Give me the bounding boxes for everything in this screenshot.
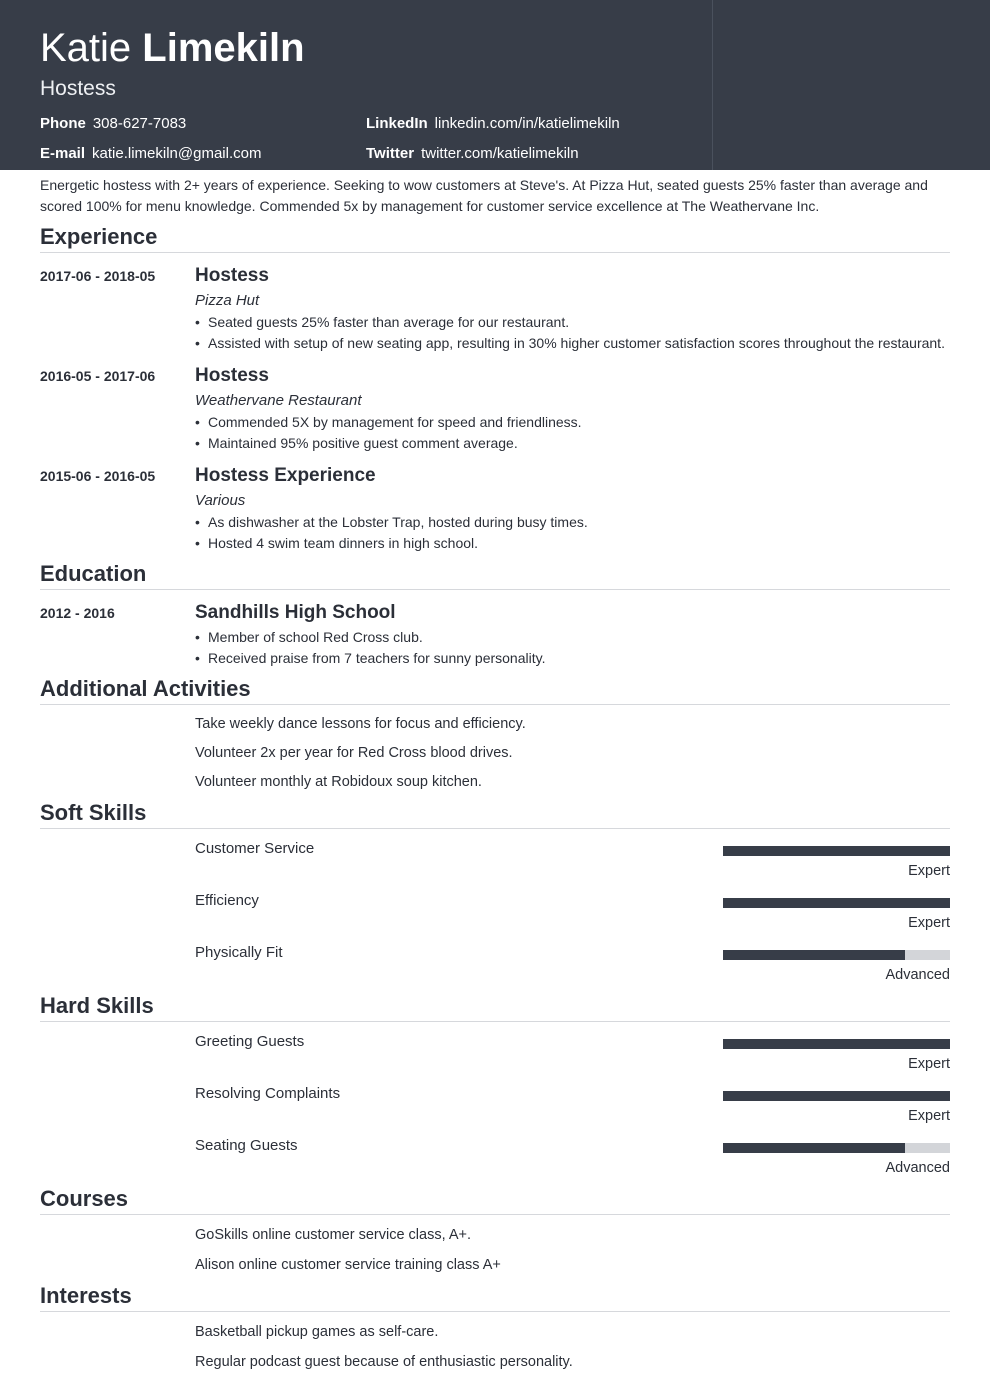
skill-level-fill <box>723 950 905 960</box>
interest-item: Regular podcast guest because of enthusiastic personality. <box>195 1354 573 1370</box>
bullet-text: Seated guests 25% faster than average for our restaurant. <box>208 314 570 330</box>
experience-bullet: • Hosted 4 swim team dinners in high school. <box>195 535 479 551</box>
interest-item: Basketball pickup games as self-care. <box>195 1324 439 1340</box>
experience-bullet: • Commended 5X by management for speed and friendliness. <box>195 414 582 430</box>
skill-level-label: Expert <box>908 1108 950 1124</box>
experience-bullet: • As dishwasher at the Lobster Trap, hosted during busy times. <box>195 514 588 530</box>
phone-label: Phone <box>40 115 86 132</box>
skill-level-bar <box>723 1039 950 1049</box>
twitter-value[interactable]: twitter.com/katielimekiln <box>421 145 579 162</box>
experience-bullet: • Assisted with setup of new seating app, resulting in 30% higher customer satisfaction scores throughout the restaurant. <box>195 335 945 351</box>
skill-level-fill <box>723 846 950 856</box>
bullet-text: Hosted 4 swim team dinners in high school. <box>208 535 479 551</box>
skill-level-label: Advanced <box>885 967 950 983</box>
skill-level-fill <box>723 1143 905 1153</box>
education-bullet: • Member of school Red Cross club. <box>195 629 423 645</box>
section-title-education: Education <box>40 561 950 590</box>
skill-level-fill <box>723 898 950 908</box>
bullet-text: Maintained 95% positive guest comment average. <box>208 435 518 451</box>
skill-level-bar <box>723 898 950 908</box>
experience-employer: Pizza Hut <box>195 292 260 309</box>
section-title-hard-skills: Hard Skills <box>40 993 950 1022</box>
experience-bullet: • Maintained 95% positive guest comment average. <box>195 435 518 451</box>
skill-level-fill <box>723 1039 950 1049</box>
linkedin-value[interactable]: linkedin.com/in/katielimekiln <box>434 115 620 132</box>
section-title-soft-skills: Soft Skills <box>40 800 950 829</box>
experience-employer: Weathervane Restaurant <box>195 392 362 409</box>
experience-employer: Various <box>195 492 246 509</box>
twitter-label: Twitter <box>366 145 415 162</box>
skill-level-bar <box>723 1143 950 1153</box>
contact-phone <box>40 114 186 134</box>
experience-title: Hostess <box>195 365 269 386</box>
profile-summary: Energetic hostess with 2+ years of experience. Seeking to wow customers at Steve's. At Pizza Hut, seated guests 25% faster than average and scored 100% for menu knowledge. Commended 5x by management for customer service excellence at The Weathervane Inc. <box>40 177 928 214</box>
section-title-activities: Additional Activities <box>40 676 950 705</box>
experience-title: Hostess Experience <box>195 465 376 486</box>
skill-level-bar <box>723 846 950 856</box>
bullet-text: Commended 5X by management for speed and friendliness. <box>208 414 582 430</box>
contact-linkedin <box>366 114 620 134</box>
section-title-courses: Courses <box>40 1186 950 1215</box>
experience-bullet: • Seated guests 25% faster than average for our restaurant. <box>195 314 570 330</box>
skill-name: Customer Service <box>195 840 315 857</box>
candidate-role: Hostess <box>40 77 116 100</box>
education-bullet: • Received praise from 7 teachers for sunny personality. <box>195 650 546 666</box>
education-dates: 2012 - 2016 <box>40 605 115 621</box>
skill-level-fill <box>723 1091 950 1101</box>
contact-twitter <box>366 144 579 164</box>
activity-item: Take weekly dance lessons for focus and efficiency. <box>195 716 526 732</box>
activity-item: Volunteer 2x per year for Red Cross blood drives. <box>195 745 513 761</box>
header-divider <box>712 0 713 170</box>
activity-item: Volunteer monthly at Robidoux soup kitchen. <box>195 774 482 790</box>
email-label: E-mail <box>40 145 86 162</box>
experience-dates: 2016-05 - 2017-06 <box>40 368 156 384</box>
bullet-text: As dishwasher at the Lobster Trap, hosted during busy times. <box>208 514 588 530</box>
skill-name: Physically Fit <box>195 944 283 961</box>
linkedin-label: LinkedIn <box>366 115 428 132</box>
education-school: Sandhills High School <box>195 602 396 623</box>
skill-level-bar <box>723 950 950 960</box>
skill-name: Greeting Guests <box>195 1033 305 1050</box>
course-item: Alison online customer service training class A+ <box>195 1257 501 1273</box>
skill-name: Seating Guests <box>195 1137 298 1154</box>
resume-header <box>0 0 990 170</box>
email-value[interactable]: katie.limekiln@gmail.com <box>92 145 262 162</box>
skill-level-label: Expert <box>908 863 950 879</box>
skill-name: Resolving Complaints <box>195 1085 341 1102</box>
bullet-text: Assisted with setup of new seating app, resulting in 30% higher customer satisfaction scores throughout the restaurant. <box>208 335 945 351</box>
experience-dates: 2017-06 - 2018-05 <box>40 268 156 284</box>
section-title-interests: Interests <box>40 1283 950 1312</box>
bullet-text: Received praise from 7 teachers for sunny personality. <box>208 650 546 666</box>
skill-level-label: Expert <box>908 1056 950 1072</box>
experience-dates: 2015-06 - 2016-05 <box>40 468 156 484</box>
bullet-text: Member of school Red Cross club. <box>208 629 423 645</box>
skill-level-label: Expert <box>908 915 950 931</box>
section-title-experience: Experience <box>40 224 950 253</box>
course-item: GoSkills online customer service class, A+. <box>195 1227 472 1243</box>
last-name: Limekiln <box>142 26 305 70</box>
first-name: Katie <box>40 26 132 70</box>
contact-email <box>40 144 261 164</box>
phone-value: 308-627-7083 <box>92 115 187 132</box>
skill-name: Efficiency <box>195 892 259 909</box>
experience-title: Hostess <box>195 265 269 286</box>
skill-level-label: Advanced <box>885 1160 950 1176</box>
skill-level-bar <box>723 1091 950 1101</box>
candidate-name <box>40 24 305 72</box>
